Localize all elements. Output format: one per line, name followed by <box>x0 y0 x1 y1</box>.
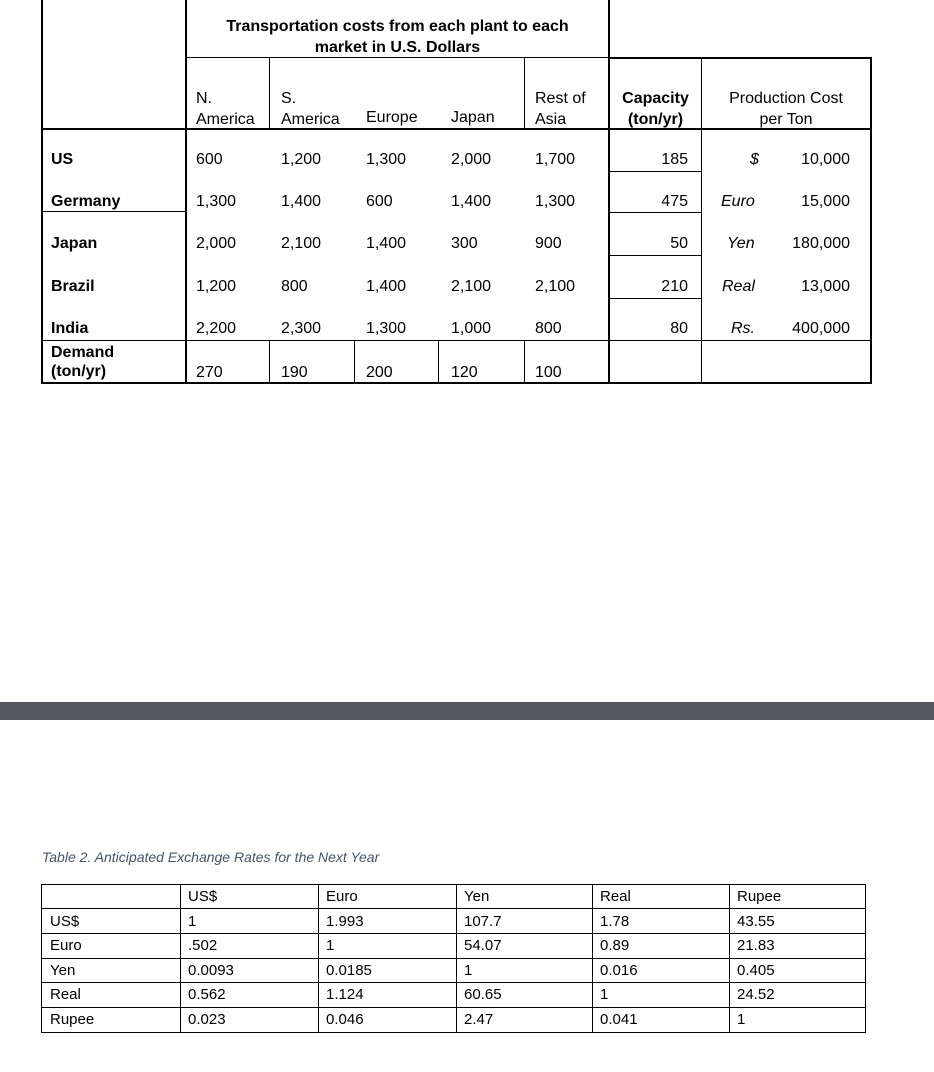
rate-cell: 0.405 <box>737 962 775 979</box>
cost-cell: 1,700 <box>535 151 576 168</box>
currency-cell: Yen <box>727 235 755 252</box>
cost-cell: 1,400 <box>451 193 492 210</box>
rate-cell: 54.07 <box>464 937 502 954</box>
currency-cell: Rs. <box>731 320 755 337</box>
row-label: Real <box>50 986 81 1003</box>
rate-cell: 1 <box>464 962 473 979</box>
rate-cell: 1 <box>326 937 335 954</box>
cost-cell: 2,200 <box>196 320 237 337</box>
col-header-real: Real <box>600 888 631 905</box>
rate-cell: 43.55 <box>737 913 775 930</box>
plant-label: India <box>51 320 89 337</box>
prod-cost-cell: 10,000 <box>801 151 850 168</box>
cost-cell: 800 <box>281 278 308 295</box>
prod-cost-cell: 15,000 <box>801 193 850 210</box>
row-label: Rupee <box>50 1011 95 1028</box>
cost-cell: 2,100 <box>451 278 492 295</box>
plant-label: Germany <box>51 193 121 210</box>
cost-cell: 2,100 <box>535 278 576 295</box>
rate-cell: 0.0093 <box>188 962 234 979</box>
rate-cell: 2.47 <box>464 1011 494 1028</box>
cost-cell: 1,300 <box>535 193 576 210</box>
rate-cell: 1 <box>737 1011 746 1028</box>
rate-cell: .502 <box>188 937 218 954</box>
cost-cell: 2,100 <box>281 235 322 252</box>
header-production-cost: Production Cost per Ton <box>729 90 843 128</box>
demand-cell: 200 <box>366 364 393 381</box>
table2-caption: Table 2. Anticipated Exchange Rates for the Next Year <box>42 849 380 865</box>
cost-cell: 2,300 <box>281 320 322 337</box>
cost-cell: 600 <box>196 151 223 168</box>
header-europe: Europe <box>366 109 418 126</box>
rate-cell: 107.7 <box>464 913 502 930</box>
header-s-america: S. America <box>281 90 340 128</box>
demand-cell: 190 <box>281 364 308 381</box>
header-japan: Japan <box>451 109 495 126</box>
col-header-usd: US$ <box>188 888 218 905</box>
rate-cell: 1.124 <box>326 986 364 1003</box>
rate-cell: 0.016 <box>600 962 638 979</box>
rate-cell: 1 <box>188 913 197 930</box>
header-rest-of-asia: Rest of Asia <box>535 90 586 128</box>
rate-cell: 60.65 <box>464 986 502 1003</box>
prod-cost-cell: 13,000 <box>801 278 850 295</box>
rate-cell: 1 <box>600 986 609 1003</box>
rate-cell: 0.046 <box>326 1011 364 1028</box>
row-label: US$ <box>50 913 80 930</box>
rate-cell: 0.89 <box>600 937 630 954</box>
cost-cell: 1,300 <box>366 320 407 337</box>
col-header-euro: Euro <box>326 888 358 905</box>
cost-cell: 1,400 <box>366 278 407 295</box>
plant-label: Brazil <box>51 278 95 295</box>
row-label: Yen <box>50 962 76 979</box>
demand-cell: 120 <box>451 364 478 381</box>
rate-cell: 1.993 <box>326 913 364 930</box>
cost-cell: 1,400 <box>366 235 407 252</box>
plant-label: US <box>51 151 74 168</box>
currency-cell: $ <box>750 151 759 168</box>
cost-cell: 2,000 <box>196 235 237 252</box>
header-n-america: N. America <box>196 90 255 128</box>
cost-cell: 1,400 <box>281 193 322 210</box>
demand-cell: 270 <box>196 364 223 381</box>
table1-title: Transportation costs from each plant to each market in U.S. Dollars <box>226 18 569 56</box>
rate-cell: 0.023 <box>188 1011 226 1028</box>
currency-cell: Real <box>722 278 755 295</box>
cost-cell: 600 <box>366 193 393 210</box>
currency-cell: Euro <box>721 193 755 210</box>
cost-cell: 1,200 <box>196 278 237 295</box>
col-header-rupee: Rupee <box>737 888 782 905</box>
demand-label: Demand (ton/yr) <box>51 344 115 380</box>
prod-cost-cell: 180,000 <box>792 235 850 252</box>
rate-cell: 1.78 <box>600 913 630 930</box>
cost-cell: 1,300 <box>196 193 237 210</box>
plant-label: Japan <box>51 235 98 252</box>
cost-cell: 1,200 <box>281 151 322 168</box>
capacity-cell: 80 <box>670 320 688 337</box>
rate-cell: 0.562 <box>188 986 226 1003</box>
cost-cell: 2,000 <box>451 151 492 168</box>
row-label: Euro <box>50 937 82 954</box>
col-header-yen: Yen <box>464 888 490 905</box>
cost-cell: 1,300 <box>366 151 407 168</box>
capacity-cell: 185 <box>661 151 688 168</box>
cost-cell: 800 <box>535 320 562 337</box>
rate-cell: 21.83 <box>737 937 775 954</box>
header-capacity: Capacity (ton/yr) <box>622 90 689 128</box>
rate-cell: 0.0185 <box>326 962 372 979</box>
cost-cell: 1,000 <box>451 320 492 337</box>
prod-cost-cell: 400,000 <box>792 320 850 337</box>
cost-cell: 300 <box>451 235 478 252</box>
capacity-cell: 210 <box>661 278 688 295</box>
section-divider <box>0 702 934 720</box>
demand-cell: 100 <box>535 364 562 381</box>
rate-cell: 24.52 <box>737 986 775 1003</box>
rate-cell: 0.041 <box>600 1011 638 1028</box>
cost-cell: 900 <box>535 235 562 252</box>
capacity-cell: 475 <box>661 193 688 210</box>
capacity-cell: 50 <box>670 235 688 252</box>
